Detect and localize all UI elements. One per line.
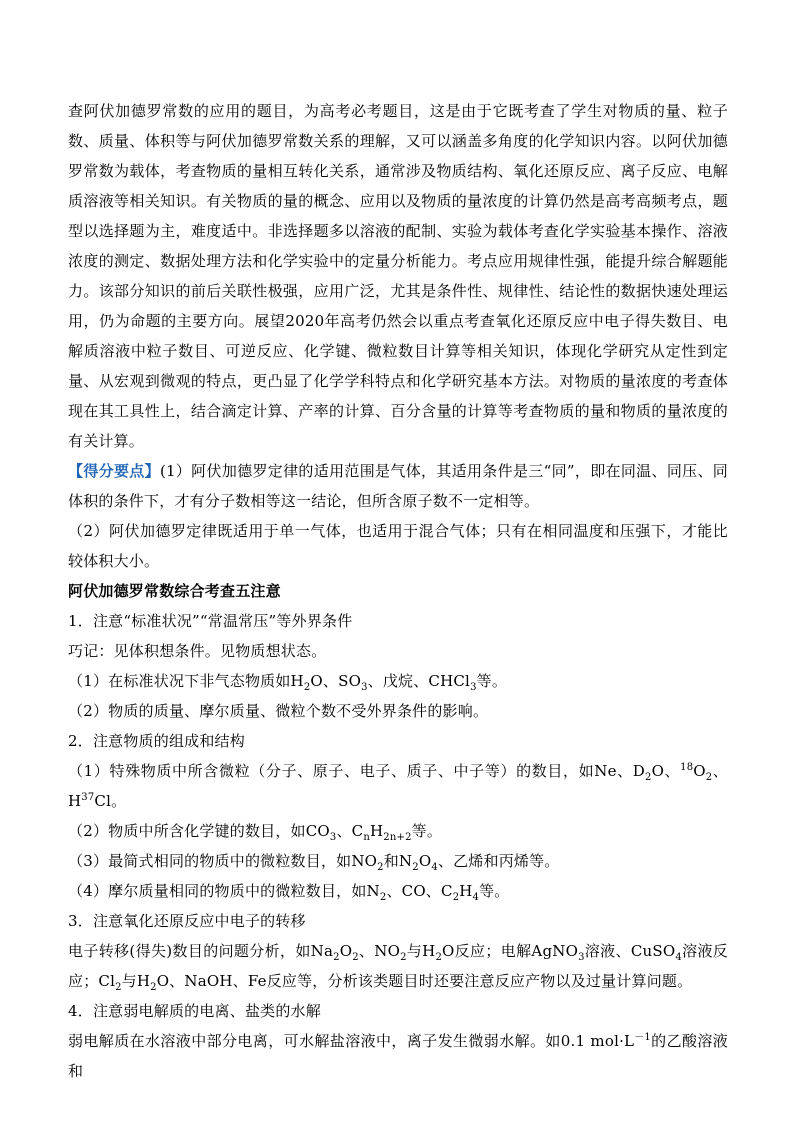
subscript: 2 bbox=[705, 772, 713, 783]
key-point-1 bbox=[68, 456, 728, 516]
superscript: －1 bbox=[634, 1032, 651, 1043]
text-run: 溶液、CuSO bbox=[584, 942, 676, 960]
item1-a bbox=[68, 666, 728, 696]
item4-body bbox=[68, 1026, 728, 1086]
text-run: H bbox=[459, 882, 473, 900]
text-run: O bbox=[693, 762, 706, 780]
text-run: 、NO bbox=[358, 942, 401, 960]
item1-title: 1．注意“标准状况”“常温常压”等外界条件 bbox=[68, 612, 353, 630]
subscript: 2 bbox=[352, 952, 359, 963]
text-run: 与H bbox=[121, 972, 151, 990]
document-content bbox=[68, 96, 728, 1086]
key-point-2: （2）阿伏加德罗定律既适用于单一气体，也适用于混合气体；只有在相同温度和压强下，才能比较体积大小。 bbox=[68, 522, 728, 570]
text-run: 弱电解质在水溶液中部分电离，可水解盐溶液中，离子发生微弱水解。如0.1 mol·L bbox=[68, 1032, 635, 1050]
subscript: 3 bbox=[329, 832, 337, 843]
key-point-1-text: (1）阿伏加德罗定律的适用范围是气体，其适用条件是三“同”，即在同温、同压、同体积的条件下，才有分子数相等这一结论，但所含原子数不一定相等。 bbox=[68, 462, 728, 510]
subscript: n bbox=[363, 832, 371, 843]
text-run: 的乙酸溶液和 bbox=[68, 1032, 728, 1080]
item2-c bbox=[68, 846, 728, 876]
subscript: 4 bbox=[431, 862, 438, 873]
text-run: 等。 bbox=[411, 822, 443, 840]
superscript: 37 bbox=[81, 792, 95, 803]
section-heading: 阿伏加德罗常数综合考查五注意 bbox=[68, 582, 281, 600]
text-run: 等。 bbox=[479, 882, 510, 900]
text-run: 与H bbox=[406, 942, 436, 960]
text-run: O反应；电解AgNO bbox=[442, 942, 579, 960]
text-run: 、乙烯和丙烯等。 bbox=[437, 852, 560, 870]
subscript: 2 bbox=[150, 982, 157, 993]
text-run: （3）最简式相同的物质中的微粒数目，如NO bbox=[68, 852, 378, 870]
subscript: 4 bbox=[472, 892, 480, 903]
text-run: 、戊烷、CHCl bbox=[367, 672, 471, 690]
item3-title: 3．注意氧化还原反应中电子的转移 bbox=[68, 912, 306, 930]
subscript: 2 bbox=[452, 892, 460, 903]
text-run: （4）摩尔质量相同的物质中的微粒数目，如N bbox=[68, 882, 380, 900]
text-run: 溶液反应；Cl bbox=[68, 942, 728, 990]
text-run: O bbox=[418, 852, 432, 870]
item1-b: （2）物质的质量、摩尔质量、微粒个数不受外界条件的影响。 bbox=[68, 702, 489, 720]
subscript: 2n+2 bbox=[383, 832, 412, 843]
subscript: 2 bbox=[377, 862, 384, 873]
item2-b bbox=[68, 816, 728, 846]
subscript: 3 bbox=[578, 952, 585, 963]
text-run: O、 bbox=[651, 762, 681, 780]
key-points-tag: 【得分要点】 bbox=[68, 462, 160, 480]
subscript: 2 bbox=[115, 982, 122, 993]
subscript: 2 bbox=[412, 862, 419, 873]
item2-d bbox=[68, 876, 728, 906]
text-run: 、CO、C bbox=[386, 882, 453, 900]
subscript: 2 bbox=[379, 892, 387, 903]
subscript: 2 bbox=[435, 952, 443, 963]
superscript: 18 bbox=[680, 762, 694, 773]
text-run: 、H bbox=[68, 762, 728, 810]
text-run: 等。 bbox=[476, 672, 508, 690]
text-run: 和N bbox=[383, 852, 413, 870]
text-run: 电子转移(得失)数目的问题分析，如Na bbox=[68, 942, 334, 960]
text-run: （2）物质中所含化学键的数目，如CO bbox=[68, 822, 330, 840]
subscript: 2 bbox=[400, 952, 407, 963]
item2-title: 2．注意物质的组成和结构 bbox=[68, 732, 245, 750]
item2-a bbox=[68, 756, 728, 816]
text-run: （1）特殊物质中所含微粒（分子、原子、电子、质子、中子等）的数目，如Ne、D bbox=[68, 762, 646, 780]
subscript: 3 bbox=[361, 682, 368, 693]
item4-title: 4．注意弱电解质的电离、盐类的水解 bbox=[68, 1002, 321, 1020]
subscript: 3 bbox=[470, 682, 477, 693]
text-run: 、C bbox=[336, 822, 364, 840]
text-run: O、NaOH、Fe反应等，分析该类题目时还要注意反应产物以及过量计算问题。 bbox=[156, 972, 693, 990]
subscript: 2 bbox=[303, 682, 311, 693]
text-run: （1）在标准状况下非气态物质如H bbox=[68, 672, 304, 690]
subscript: 4 bbox=[675, 952, 682, 963]
subscript: 2 bbox=[333, 952, 340, 963]
item1-tip: 巧记：见体积想条件。见物质想状态。 bbox=[68, 642, 327, 660]
text-run: Cl。 bbox=[94, 792, 127, 810]
text-run: O、SO bbox=[310, 672, 362, 690]
intro-paragraph: 查阿伏加德罗常数的应用的题目，为高考必考题目，这是由于它既考查了学生对物质的量、粒子数、质量、体积等与阿伏加德罗常数关系的理解，又可以涵盖多角度的化学知识内容。以阿伏加德罗常数为载体，考查物质的量相互转化关系，通常涉及物质结构、氧化还原反应、离子反应、电解质溶液等相关知识。有关物质的量的概念、应用以及物质的量浓度的计算仍然是高考高频考点，题型以选择题为主，难度适中。非选择题多以溶液的配制、实验为载体考查化学实验基本操作、溶液浓度的测定、数据处理方法和化学实验中的定量分析能力。考点应用规律性强，能提升综合解题能力。该部分知识的前后关联性极强，应用广泛，尤其是条件性、规律性、结论性的数据快速处理运用，仍为命题的主要方向。展望2020年高考仍然会以重点考查氧化还原反应中电子得失数目、电解质溶液中粒子数目、可逆反应、化学键、微粒数目计算等相关知识，体现化学研究从定性到定量、从宏观到微观的特点，更凸显了化学学科特点和化学研究基本方法。对物质的量浓度的考查体现在其工具性上，结合滴定计算、产率的计算、百分含量的计算等考查物质的量和物质的量浓度的有关计算。 bbox=[68, 102, 728, 450]
text-run: O bbox=[339, 942, 353, 960]
item3-body bbox=[68, 936, 728, 996]
text-run: H bbox=[370, 822, 384, 840]
subscript: 2 bbox=[645, 772, 652, 783]
